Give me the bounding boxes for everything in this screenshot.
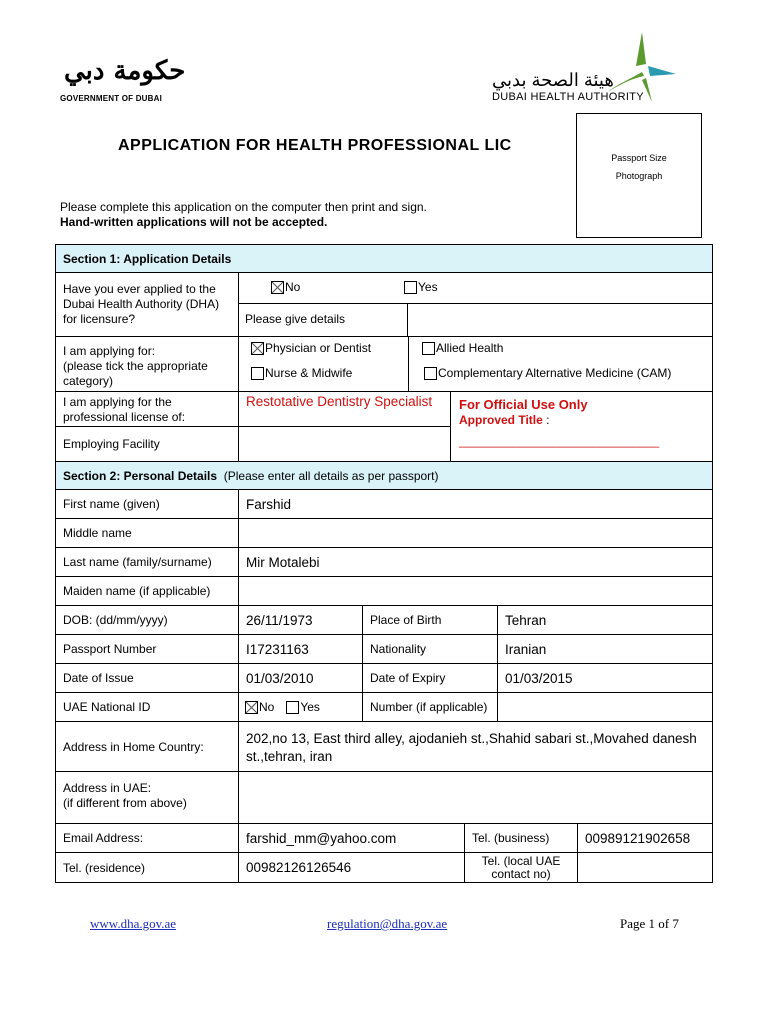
nationality-label: Nationality	[362, 635, 497, 663]
photo-label-line2: Photograph	[615, 171, 663, 181]
row-employing-facility	[56, 427, 712, 462]
applied-answer-cell	[238, 273, 712, 336]
tel-residence-input[interactable]: 00982126126546	[238, 853, 464, 882]
tel-business-input[interactable]: 00989121902658	[577, 824, 712, 852]
row-middle-name	[56, 519, 712, 548]
email-input[interactable]: farshid_mm@yahoo.com	[238, 824, 464, 852]
approved-title-colon: :	[542, 413, 550, 427]
photo-label-line1: Passport Size	[611, 153, 667, 163]
allied-checkbox[interactable]	[422, 342, 435, 355]
issue-input[interactable]: 01/03/2010	[238, 664, 362, 692]
nurse-checkbox[interactable]	[251, 367, 264, 380]
expiry-label: Date of Expiry	[362, 664, 497, 692]
last-name-input[interactable]: Mir Motalebi	[238, 548, 712, 576]
uae-address-label: Address in UAE: (if different from above)	[63, 781, 187, 810]
section2-title: Section 2: Personal Details	[63, 469, 218, 483]
instruction-text: Please complete this application on the computer then print and sign.	[60, 200, 427, 214]
row-email	[56, 824, 712, 853]
cam-checkbox[interactable]	[424, 367, 437, 380]
gov-dubai-logo-english: GOVERNMENT OF DUBAI	[60, 94, 163, 103]
option-physician[interactable]	[251, 341, 371, 355]
physician-label: Physician or Dentist	[265, 341, 372, 355]
uae-id-no-option[interactable]	[245, 700, 274, 714]
row-applied-before	[56, 273, 712, 337]
physician-checkbox[interactable]	[251, 342, 264, 355]
footer-website-link[interactable]: www.dha.gov.ae	[90, 916, 177, 931]
applied-yes-option[interactable]	[404, 280, 438, 294]
uae-id-yes-checkbox[interactable]	[286, 701, 299, 714]
middle-name-input[interactable]	[238, 519, 712, 547]
first-name-input[interactable]: Farshid	[238, 490, 712, 518]
option-cam[interactable]	[424, 366, 671, 380]
uae-id-yes-option[interactable]	[286, 700, 320, 714]
section2-heading	[56, 462, 712, 490]
row-passport	[56, 635, 712, 664]
option-allied[interactable]	[422, 341, 503, 355]
pob-label: Place of Birth	[362, 606, 497, 634]
applied-yes-checkbox[interactable]	[404, 281, 417, 294]
nationality-input[interactable]: Iranian	[497, 635, 712, 663]
applying-for-label: I am applying for: (please tick the appropriate category)	[63, 344, 208, 388]
cam-label: Complementary Alternative Medicine (CAM)	[438, 366, 672, 380]
row-first-name	[56, 490, 712, 519]
approved-title-label: Approved Title	[459, 413, 543, 427]
dha-logo-arabic: هيئة الصحة بدبي	[492, 70, 614, 90]
applied-no-option[interactable]	[271, 280, 300, 294]
gov-dubai-logo-arabic: حكومة دبي	[64, 56, 186, 86]
license-label: I am applying for the professional license of:	[56, 392, 238, 427]
home-address-input[interactable]: 202,no 13, East third alley, ajodanieh st.,Shahid sabari st.,Movahed danesh st.,tehran, iran	[238, 722, 712, 771]
passport-label: Passport Number	[63, 642, 157, 656]
uae-id-no-label: No	[259, 699, 275, 714]
applied-no-label: No	[285, 280, 301, 294]
id-number-label: Number (if applicable)	[362, 693, 497, 721]
tel-business-label: Tel. (business)	[464, 824, 577, 852]
row-tel-residence	[56, 853, 712, 882]
approved-title-line: ______________________________	[459, 434, 660, 448]
dob-label: DOB: (dd/mm/yyyy)	[63, 613, 168, 627]
applied-label: Have you ever applied to the Dubai Health Authority (DHA) for licensure?	[63, 282, 220, 326]
last-name-label: Last name (family/surname)	[63, 555, 212, 569]
row-last-name	[56, 548, 712, 577]
expiry-input[interactable]: 01/03/2015	[497, 664, 712, 692]
row-applying-for	[56, 337, 712, 392]
middle-name-label: Middle name	[63, 526, 132, 540]
first-name-label: First name (given)	[63, 497, 160, 511]
issue-label: Date of Issue	[63, 671, 134, 685]
license-value-input[interactable]: Restotative Dentistry Specialist	[238, 392, 450, 427]
passport-photo-box	[576, 113, 702, 238]
row-uae-address	[56, 772, 712, 824]
row-dob	[56, 606, 712, 635]
application-form	[55, 244, 713, 883]
page-title: APPLICATION FOR HEALTH PROFESSIONAL LIC	[118, 137, 512, 154]
section1-title: Section 1: Application Details	[63, 252, 232, 266]
email-label: Email Address:	[63, 831, 144, 845]
give-details-input[interactable]	[408, 304, 712, 336]
section1-heading	[56, 245, 712, 273]
dha-logo-english: DUBAI HEALTH AUTHORITY	[492, 91, 644, 103]
nurse-label: Nurse & Midwife	[265, 366, 353, 380]
row-maiden-name	[56, 577, 712, 606]
maiden-name-input[interactable]	[238, 577, 712, 605]
official-use-heading: For Official Use Only	[459, 397, 588, 412]
footer-page-number: Page 1 of 7	[620, 916, 679, 931]
applied-yes-label: Yes	[418, 280, 438, 294]
maiden-name-label: Maiden name (if applicable)	[63, 584, 211, 598]
applying-for-options	[238, 337, 712, 391]
tel-residence-label: Tel. (residence)	[63, 860, 146, 875]
id-number-input[interactable]	[497, 693, 712, 721]
uae-id-no-checkbox[interactable]	[245, 701, 258, 714]
row-home-address	[56, 722, 712, 772]
employing-label: Employing Facility	[63, 437, 160, 451]
employing-input[interactable]	[238, 427, 450, 461]
uae-id-options	[238, 693, 362, 721]
footer-email-link[interactable]: regulation@dha.gov.ae	[327, 916, 448, 931]
instruction-warning: Hand-written applications will not be accepted.	[60, 215, 328, 229]
give-details-label: Please give details	[239, 304, 408, 336]
row-uae-id	[56, 693, 712, 722]
option-nurse[interactable]	[251, 366, 352, 380]
pob-input[interactable]: Tehran	[497, 606, 712, 634]
allied-label: Allied Health	[436, 341, 504, 355]
row-issue-expiry	[56, 664, 712, 693]
section2-note: (Please enter all details as per passport)	[223, 469, 439, 483]
uae-id-label: UAE National ID	[63, 700, 151, 714]
uae-id-yes-label: Yes	[300, 699, 320, 714]
tel-local-label: Tel. (local UAE contact no)	[464, 853, 577, 882]
dob-input[interactable]: 26/11/1973	[238, 606, 362, 634]
passport-input[interactable]: I17231163	[238, 635, 362, 663]
uae-address-input[interactable]	[238, 772, 712, 823]
tel-local-input[interactable]	[577, 853, 712, 882]
applied-no-checkbox[interactable]	[271, 281, 284, 294]
home-address-label: Address in Home Country:	[63, 739, 204, 754]
